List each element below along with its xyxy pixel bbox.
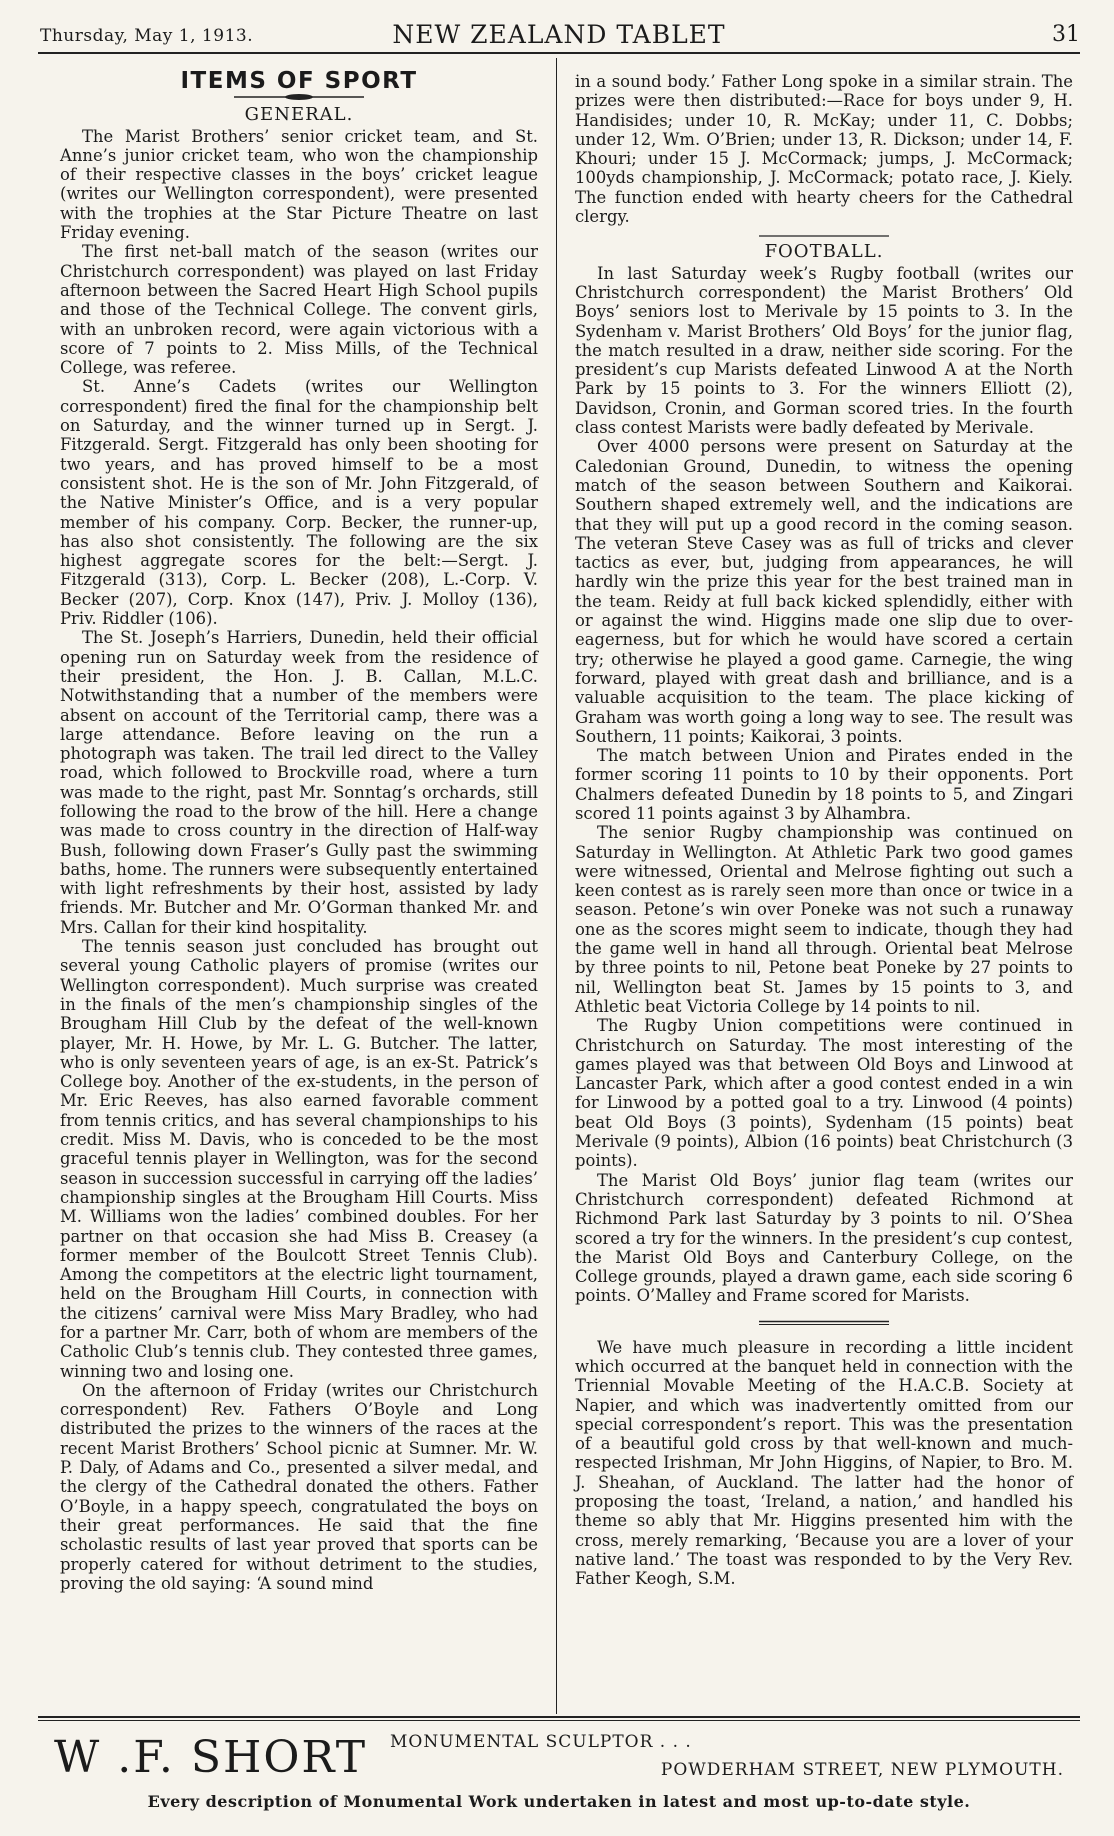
column-divider <box>556 58 557 1714</box>
article-paragraph: The first net-ball match of the season (writes our Christchurch correspondent) was played on last Friday afternoon between the Sacred Heart High School pupils and those of the Technical College. The convent girls, with an unbroken record, were again victorious with a score of 7 points to 2. Miss Mills, of the Technical College, was referee. <box>60 242 538 378</box>
continued-paragraph: in a sound body.’ Father Long spoke in a similar strain. The prizes were then distributed:—Race for boys under 9, H. Handisides; under 10, R. McKay; under 11, C. Dobbs; under 12, Wm. O’Brien; under 13, R. Dickson; under 14, F. Khouri; under 15 J. McCormack; jumps, J. McCormack; 100yds championship, J. McCormack; potato race, J. Kiely. The function ended with hearty cheers for the Cathedral clergy. <box>575 72 1073 227</box>
article-paragraph: The Marist Old Boys’ junior flag team (writes our Christchurch correspondent) defeated Richmond at Richmond Park last Saturday by 3 points to nil. O’Shea scored a try for the winners. In the president’s cup contest, the Marist Old Boys and Canterbury College, on the College grounds, played a drawn game, each side scoring 6 points. O’Malley and Frame scored for Marists. <box>575 1170 1073 1306</box>
advertiser-address: POWDERHAM STREET, NEW PLYMOUTH. <box>660 1760 1064 1780</box>
article-paragraph: The tennis season just concluded has brought out several young Catholic players of promise (writes our Wellington correspondent). Much surprise was created in the finals of the men’s championship singles of the Brougham Hill Club by the defeat of the well-known player, Mr. H. Howe, by Mr. L. G. Butcher. The latter, who is only seventeen years of age, is an ex-St. Patrick’s College boy. Another of the ex-students, in the person of Mr. Eric Reeves, has also earned favorable comment from tennis critics, and has several championships to his credit. Miss M. Davis, who is conceded to be the most graceful tennis player in Wellington, was for the second season in succession successful in carrying off the ladies’ championship singles at the Brougham Hill Courts. Miss M. Williams won the ladies’ combined doubles. For her partner on that occasion she had Miss B. Creasey (a former member of the Boulcott Street Tennis Club). Among the competitors at the electric light tournament, held on the Brougham Hill Courts, in connection with the citizens’ carnival were Miss Mary Bradley, who had for a partner Mr. Carr, both of whom are members of the Catholic Club’s tennis club. They contested three games, winning two and losing one. <box>60 937 538 1381</box>
article-paragraph: The St. Joseph’s Harriers, Dunedin, held their official opening run on Saturday week from the residence of their president, the Hon. J. B. Callan, M.L.C. Notwithstanding that a number of the members were absent on account of the Territorial camp, there was a large attendance. Before leaving on the run a photograph was taken. The trail led direct to the Valley road, which followed to Brockville road, where a turn was made to the right, past Mr. Sonntag’s orchards, still following the road to the brow of the hill. Here a change was made to cross country in the direction of Half-way Bush, following down Fraser’s Gully past the swimming baths, home. The runners were subsequently entertained with light refreshments by their host, assisted by lady friends. Mr. Butcher and Mr. O’Gorman thanked Mr. and Mrs. Callan for their kind hospitality. <box>60 628 538 937</box>
ad-top-rule-thin <box>38 1720 1080 1721</box>
article-paragraph: Over 4000 persons were present on Saturday at the Caledonian Ground, Dunedin, to witness the opening match of the season between Southern and Kaikorai. Southern shaped extremely well, and the indications are that they will put up a good record in the coming season. The veteran Steve Casey was as full of tricks and clever tactics as ever, but, judging from appearances, he will hardly win the prize this year for the best trained man in the team. Reidy at full back kicked splendidly, either with or against the wind. Higgins made one slip due to over-eagerness, but for which he would have scored a certain try; otherwise he played a good game. Carnegie, the wing forward, played with great dash and brilliance, and is a valuable acquisition to the team. The place kicking of Graham was worth going a long way to see. The result was Southern, 11 points; Kaikorai, 3 points. <box>575 437 1073 746</box>
article-paragraph: The Rugby Union competitions were continued in Christchurch on Saturday. The most interesting of the games played was that between Old Boys and Linwood at Lancaster Park, which after a good contest ended in a win for Linwood by a potted goal to a try. Linwood (4 points) beat Old Boys (3 points), Sydenham (15 points) beat Merivale (9 points), Albion (16 points) beat Christchurch (3 points). <box>575 1016 1073 1171</box>
general-subheading: GENERAL. <box>244 104 354 126</box>
advertiser-tagline: Every description of Monumental Work undertaken in latest and most up-to-date style. <box>147 1792 971 1811</box>
article-paragraph: The match between Union and Pirates ended in the former scoring 11 points to 10 by their opponents. Port Chalmers defeated Dunedin by 18 points to 5, and Zingari scored 11 points against 3 by Alhambra. <box>575 746 1073 823</box>
advertisement <box>38 1724 1080 1814</box>
article-paragraph: The senior Rugby championship was continued on Saturday in Wellington. At Athletic Park two good games were witnessed, Oriental and Melrose fighting out such a keen contest as is rarely seen more than once or twice in a season. Petone’s win over Poneke was not such a runaway one as the scores might seem to indicate, though they had the game well in hand all through. Oriental beat Melrose by three points to nil, Petone beat Poneke by 27 points to nil, Wellington beat St. James by 15 points to 3, and Athletic beat Victoria College by 14 points to nil. <box>575 823 1073 1016</box>
article-paragraph: The Marist Brothers’ senior cricket team, and St. Anne’s junior cricket team, who won the championship of their respective classes in the boys’ cricket league (writes our Wellington correspondent), were presented with the trophies at the Star Picture Theatre on last Friday evening. <box>60 126 538 243</box>
article-paragraph: On the afternoon of Friday (writes our Christchurch correspondent) Rev. Fathers O’Boyle and Long distributed the prizes to the winners of the races at the recent Marist Brothers’ School picnic at Sumner. Mr. W. P. Daly, of Adams and Co., presented a silver medal, and the clergy of the Cathedral donated the others. Father O’Boyle, in a happy speech, congratulated the boys on their great performances. He said that the fine scholastic results of last year proved that sports can be properly catered for without detriment to the studies, proving the old saying: ‘A sound mind <box>60 1380 538 1593</box>
page-header <box>38 20 1080 50</box>
football-subheading: FOOTBALL. <box>764 241 884 263</box>
issue-date: Thursday, May 1, 1913. <box>40 26 254 46</box>
title-ornament <box>234 93 364 101</box>
advertiser-trade: MONUMENTAL SCULPTOR . . . <box>390 1732 692 1752</box>
section-title: ITEMS OF SPORT <box>180 68 418 94</box>
masthead-title: NEW ZEALAND TABLET <box>392 20 726 49</box>
section-rule <box>759 234 889 238</box>
ad-top-rule <box>38 1716 1080 1718</box>
left-column <box>60 68 538 1593</box>
page-number: 31 <box>1052 22 1080 47</box>
advertiser-name: W .F. SHORT <box>54 1732 368 1783</box>
article-paragraph: St. Anne’s Cadets (writes our Wellington correspondent) fired the final for the championship belt on Saturday, and the winner turned up in Sergt. J. Fitzgerald. Sergt. Fitzgerald has only been shooting for two years, and has proved himself to be a most consistent shot. He is the son of Mr. John Fitzgerald, of the Native Minister’s Office, and is a very popular member of his company. Corp. Becker, the runner-up, has also shot consistently. The following are the six highest aggregate scores for the belt:—Sergt. J. Fitzgerald (313), Corp. L. Becker (208), L.-Corp. V. Becker (207), Corp. Knox (147), Priv. J. Molloy (136), Priv. Riddler (106). <box>60 377 538 629</box>
double-rule <box>759 1320 889 1326</box>
article-paragraph: In last Saturday week’s Rugby football (writes our Christchurch correspondent) the Marist Brothers’ Old Boys’ seniors lost to Merivale by 15 points to 3. In the Sydenham v. Marist Brothers’ Old Boys’ for the junior flag, the match resulted in a draw, neither side scoring. For the president’s cup Marists defeated Linwood A at the North Park by 15 points to 3. For the winners Elliott (2), Davidson, Cronin, and Gorman scored tries. In the fourth class contest Marists were badly defeated by Merivale. <box>575 263 1073 438</box>
right-column <box>575 72 1073 1589</box>
header-rule <box>38 52 1080 54</box>
closing-paragraph: We have much pleasure in recording a little incident which occurred at the banquet held in connection with the Triennial Movable Meeting of the H.A.C.B. Society at Napier, and which was inadvertently omitted from our special correspondent’s report. This was the presentation of a beautiful gold cross by that well-known and much-respected Irishman, Mr John Higgins, of Napier, to Bro. M. J. Sheahan, of Auckland. The latter had the honor of proposing the toast, ‘Ireland, a nation,’ and handled his theme so ably that Mr. Higgins presented him with the cross, merely remarking, ‘Because you are a lover of your native land.’ The toast was responded to by the Very Rev. Father Keogh, S.M. <box>575 1337 1073 1589</box>
